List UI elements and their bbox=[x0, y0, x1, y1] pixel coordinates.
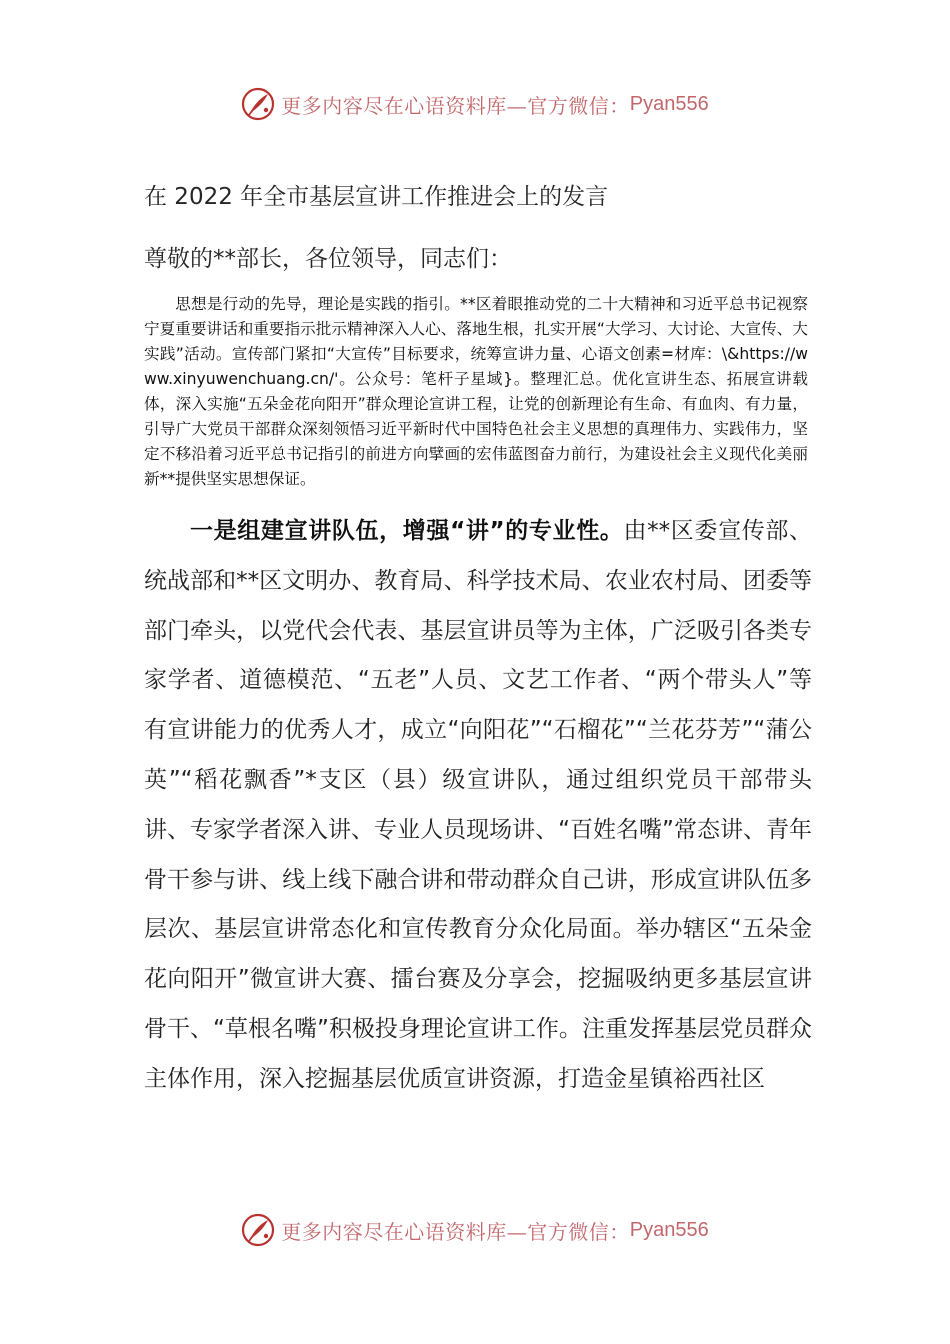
intro-paragraph: 思想是行动的先导，理论是实践的指引。**区着眼推动党的二十大精神和习近平总书记视察宁夏重要讲话和重要指示批示精神深入人心、落地生根，扎实开展“大学习、大讨论、大宣传、大实践”活动。宣传部门紧扣“大宣传”目标要求，统筹宣讲力量、心语文创素=材库：\&https://www.xinyuwenchuang.cn/'。公众号：笔杆子星域}。整理汇总。优化宣讲生态、拓展宣讲载体，深入实施“五朵金花向阳开”群众理论宣讲工程，让党的创新理论有生命、有血肉、有力量，引导广大党员干部群众深刻领悟习近平新时代中国特色社会主义思想的真理伟力、实践伟力，坚定不移沿着习近平总书记指引的前进方向擘画的宏伟蓝图奋力前行，为建设社会主义现代化美丽新**提供坚实思想保证。 bbox=[144, 295, 808, 488]
salutation: 尊敬的**部长，各位领导，同志们： bbox=[144, 246, 512, 272]
banner-wechat-id: Pyan556 bbox=[629, 92, 709, 115]
document-title: 在 2022 年全市基层宣讲工作推进会上的发言 bbox=[144, 184, 609, 210]
section-1-lead: 一是组建宣讲队伍，增强“讲”的专业性。 bbox=[190, 518, 624, 544]
banner-wechat-id: Pyan556 bbox=[629, 1218, 709, 1241]
header-banner bbox=[0, 84, 950, 124]
section-1-paragraph bbox=[144, 507, 812, 1105]
section-1-body: 由**区委宣传部、统战部和**区文明办、教育局、科学技术局、农业农村局、团委等部门牵头，以党代会代表、基层宣讲员等为主体，广泛吸引各类专家学者、道德模范、“五老”人员、文艺工作者、“两个带头人”等有宣讲能力的优秀人才，成立“向阳花”“石榴花”“兰花芬芳”“蒲公英”“稻花飘香”*支区（县）级宣讲队，通过组织党员干部带头讲、专家学者深入讲、专业人员现场讲、“百姓名嘴”常态讲、青年骨干参与讲、线上线下融合讲和带动群众自己讲，形成宣讲队伍多层次、基层宣讲常态化和宣传教育分众化局面。举办辖区“五朵金花向阳开”微宣讲大赛、擂台赛及分享会，挖掘吸纳更多基层宣讲骨干、“草根名嘴”积极投身理论宣讲工作。注重发挥基层党员群众主体作用，深入挖掘基层优质宣讲资源，打造金星镇裕西社区 bbox=[144, 518, 812, 1092]
quill-pen-logo-icon bbox=[241, 87, 275, 121]
banner-text: 更多内容尽在心语资料库—官方微信： bbox=[281, 1219, 630, 1244]
footer-banner bbox=[0, 1210, 950, 1250]
quill-pen-logo-icon bbox=[241, 1213, 275, 1247]
banner-text: 更多内容尽在心语资料库—官方微信： bbox=[281, 93, 630, 118]
